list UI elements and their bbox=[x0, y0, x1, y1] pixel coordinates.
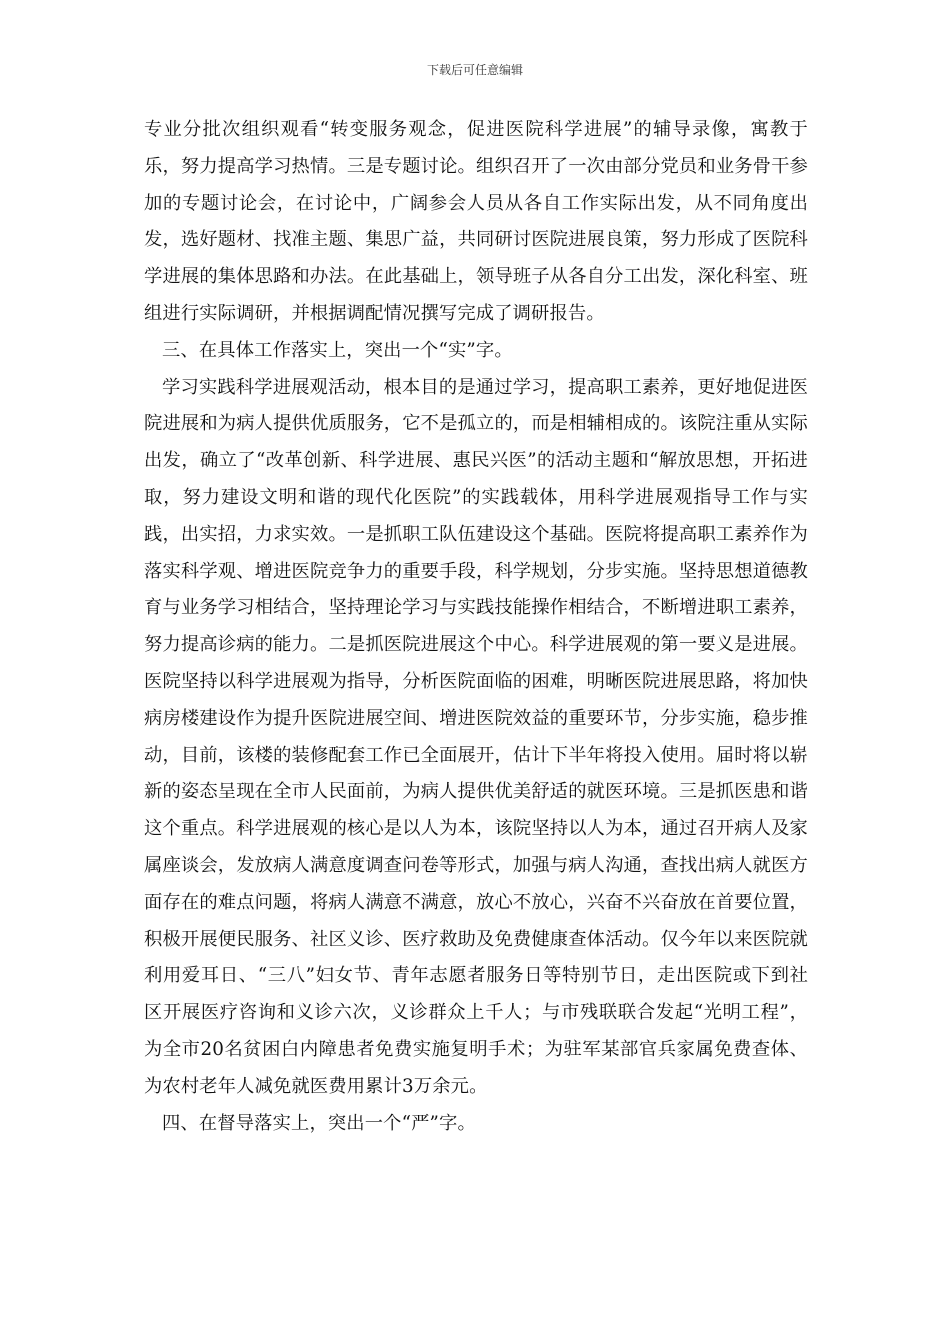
section-heading-three: 三、在具体工作落实上，突出一个“实”字。 bbox=[162, 339, 513, 361]
document-body bbox=[144, 112, 808, 1142]
paragraph-practice-details: 学习实践科学进展观活动，根本目的是通过学习，提高职工素养，更好地促进医院进展和为病人提供优质服务，它不是孤立的，而是相辅相成的。该院注重从实际出发，确立了“改革创新、科学进展、惠民兴医”的活动主题和“解放思想，开拓进取，努力建设文明和谐的现代化医院”的实践载体，用科学进展观指导工作与实践，出实招，力求实效。一是抓职工队伍建设这个基础。医院将提高职工素养作为落实科学观、增进医院竞争力的重要手段，科学规划，分步实施。坚持思想道德教育与业务学习相结合，坚持理论学习与实践技能操作相结合，不断增进职工素养，努力提高诊病的能力。二是抓医院进展这个中心。科学进展观的第一要义是进展。医院坚持以科学进展观为指导，分析医院面临的困难，明晰医院进展思路，将加快病房楼建设作为提升医院进展空间、增进医院效益的重要环节，分步实施，稳步推动，目前，该楼的装修配套工作已全面展开，估计下半年将投入使用。届时将以崭新的姿态呈现在全市人民面前，为病人提供优美舒适的就医环境。三是抓医患和谐这个重点。科学进展观的核心是以人为本，该院坚持以人为本，通过召开病人及家属座谈会，发放病人满意度调查问卷等形式，加强与病人沟通，查找出病人就医方面存在的难点问题，将病人满意不满意，放心不放心，兴奋不兴奋放在首要位置，积极开展便民服务、社区义诊、医疗救助及免费健康查体活动。仅今年以来医院就利用爱耳日、“三八”妇女节、青年志愿者服务日等特别节日，走出医院或下到社区开展医疗咨询和义诊六次，义诊群众上千人；与市残联联合发起“光明工程”，为全市20名贫困白内障患者免费实施复明手术；为驻军某部官兵家属免费查体、为农村老年人减免就医费用累计3万余元。 bbox=[144, 376, 808, 1097]
section-heading-four: 四、在督导落实上，突出一个“严”字。 bbox=[162, 1112, 476, 1134]
paragraph-continued-study-activities: 专业分批次组织观看“转变服务观念，促进医院科学进展”的辅导录像，寓教于乐，努力提高学习热情。三是专题讨论。组织召开了一次由部分党员和业务骨干参加的专题讨论会，在讨论中，广阔参会人员从各自工作实际出发，从不同角度出发，选好题材、找准主题、集思广益，共同研讨医院进展良策，努力形成了医院科学进展的集体思路和办法。在此基础上，领导班子从各自分工出发，深化科室、班组进行实际调研，并根据调配情况撰写完成了调研报告。 bbox=[144, 119, 808, 324]
page-header-note: 下载后可任意编辑 bbox=[426, 63, 523, 77]
